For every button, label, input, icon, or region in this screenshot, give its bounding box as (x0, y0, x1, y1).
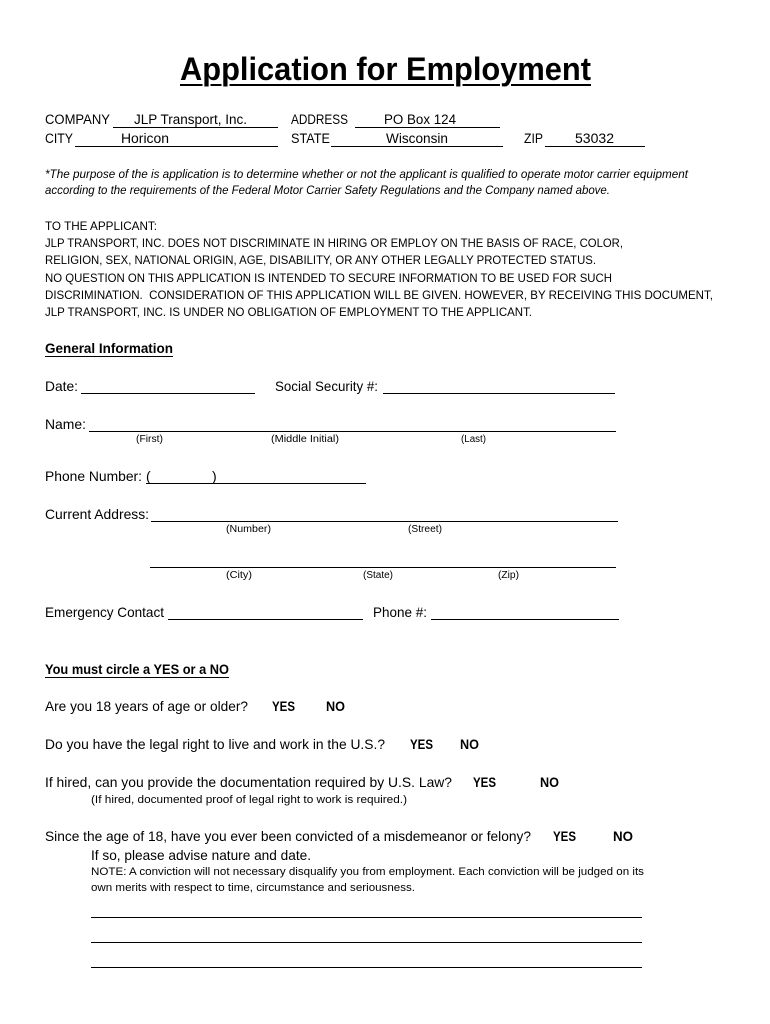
page-title: Application for Employment (180, 51, 591, 87)
notice-line: NO QUESTION ON THIS APPLICATION IS INTENDED TO SECURE INFORMATION TO BE USED FOR SUCH (45, 271, 612, 285)
name-label: Name: (45, 416, 86, 432)
state-value: Wisconsin (386, 131, 449, 146)
question-text: Since the age of 18, have you ever been convicted of a misdemeanor or felony? (45, 828, 531, 844)
city-label: CITY (45, 131, 73, 146)
city-underline (75, 146, 278, 147)
phone-area-open: ( (146, 468, 151, 484)
name-hint-middle: (Middle Initial) (271, 434, 340, 445)
emergency-phone-label: Phone #: (373, 604, 427, 620)
phone-area-close: ) (212, 468, 217, 484)
company-label: COMPANY (45, 112, 110, 127)
address-hint-zip: (Zip) (498, 570, 520, 581)
ssn-field[interactable] (383, 378, 615, 394)
date-label: Date: (45, 378, 79, 394)
notice-line: DISCRIMINATION. CONSIDERATION OF THIS APPLICATION WILL BE GIVEN. HOWEVER, BY RECEIVING THIS DOCUMENT, (45, 288, 713, 302)
section-heading: You must circle a YES or a NO (45, 661, 229, 677)
question-text: Are you 18 years of age or older? (45, 698, 248, 714)
emergency-contact-label: Emergency Contact (45, 604, 164, 620)
notice-line: RELIGION, SEX, NATIONAL ORIGIN, AGE, DISABILITY, OR ANY OTHER LEGALLY PROTECTED STATUS. (45, 253, 597, 267)
question-text: Do you have the legal right to live and work in the U.S.? (45, 736, 385, 752)
phone-label: Phone Number: (45, 468, 143, 484)
notice-line: JLP TRANSPORT, INC. IS UNDER NO OBLIGATION OF EMPLOYMENT TO THE APPLICANT. (45, 305, 532, 319)
address-hint-street: (Street) (408, 524, 443, 535)
q3-yes-option[interactable]: YES (473, 775, 497, 790)
question-text: If hired, can you provide the documentation required by U.S. Law? (45, 774, 453, 790)
question-note: own merits with respect to time, circumstance and seriousness. (91, 882, 415, 894)
question-follow-up: If so, please advise nature and date. (91, 847, 312, 863)
date-field[interactable] (81, 378, 255, 394)
conviction-details-field[interactable] (91, 927, 642, 943)
q1-yes-option[interactable]: YES (272, 699, 296, 714)
notice-line: JLP TRANSPORT, INC. DOES NOT DISCRIMINATE IN HIRING OR EMPLOY ON THE BASIS OF RACE, COLOR, (45, 236, 624, 250)
zip-value: 53032 (575, 131, 614, 146)
q2-no-option[interactable]: NO (460, 737, 480, 752)
purpose-line: *The purpose of the is application is to determine whether or not the applicant is qualified to operate motor carrier equipment (45, 167, 689, 181)
state-label: STATE (291, 131, 330, 146)
address-hint-state: (State) (363, 570, 394, 581)
company-underline (113, 127, 278, 128)
q4-yes-option[interactable]: YES (553, 829, 577, 844)
question-note: (If hired, documented proof of legal right to work is required.) (91, 794, 408, 806)
company-value: JLP Transport, Inc. (134, 112, 247, 127)
ssn-label: Social Security #: (275, 378, 379, 394)
city-value: Horicon (121, 131, 170, 146)
q3-no-option[interactable]: NO (540, 775, 560, 790)
address-label: ADDRESS (291, 112, 349, 127)
purpose-line: according to the requirements of the Federal Motor Carrier Safety Regulations and the Company named above. (45, 183, 610, 197)
zip-underline (545, 146, 645, 147)
emergency-phone-field[interactable] (431, 604, 619, 620)
emergency-contact-field[interactable] (168, 604, 363, 620)
phone-field[interactable] (146, 468, 366, 484)
notice-heading: TO THE APPLICANT: (45, 219, 157, 233)
name-hint-last: (Last) (461, 434, 487, 445)
address-hint-city: (City) (226, 570, 253, 581)
q4-no-option[interactable]: NO (613, 829, 634, 844)
question-note: NOTE: A conviction will not necessary disqualify you from employment. Each conviction will be judged on its (91, 866, 644, 878)
current-address-label: Current Address: (45, 506, 150, 522)
conviction-details-field[interactable] (91, 902, 642, 918)
address-hint-number: (Number) (226, 524, 272, 535)
state-underline (331, 146, 503, 147)
section-heading: General Information (45, 340, 174, 356)
conviction-details-field[interactable] (91, 952, 642, 968)
address-underline (355, 127, 500, 128)
name-field[interactable] (89, 416, 616, 432)
zip-label: ZIP (524, 131, 544, 146)
address-value: PO Box 124 (384, 112, 457, 127)
city-state-zip-field[interactable] (150, 552, 616, 568)
street-address-field[interactable] (151, 506, 618, 522)
q2-yes-option[interactable]: YES (410, 737, 434, 752)
name-hint-first: (First) (136, 434, 163, 445)
q1-no-option[interactable]: NO (326, 699, 346, 714)
